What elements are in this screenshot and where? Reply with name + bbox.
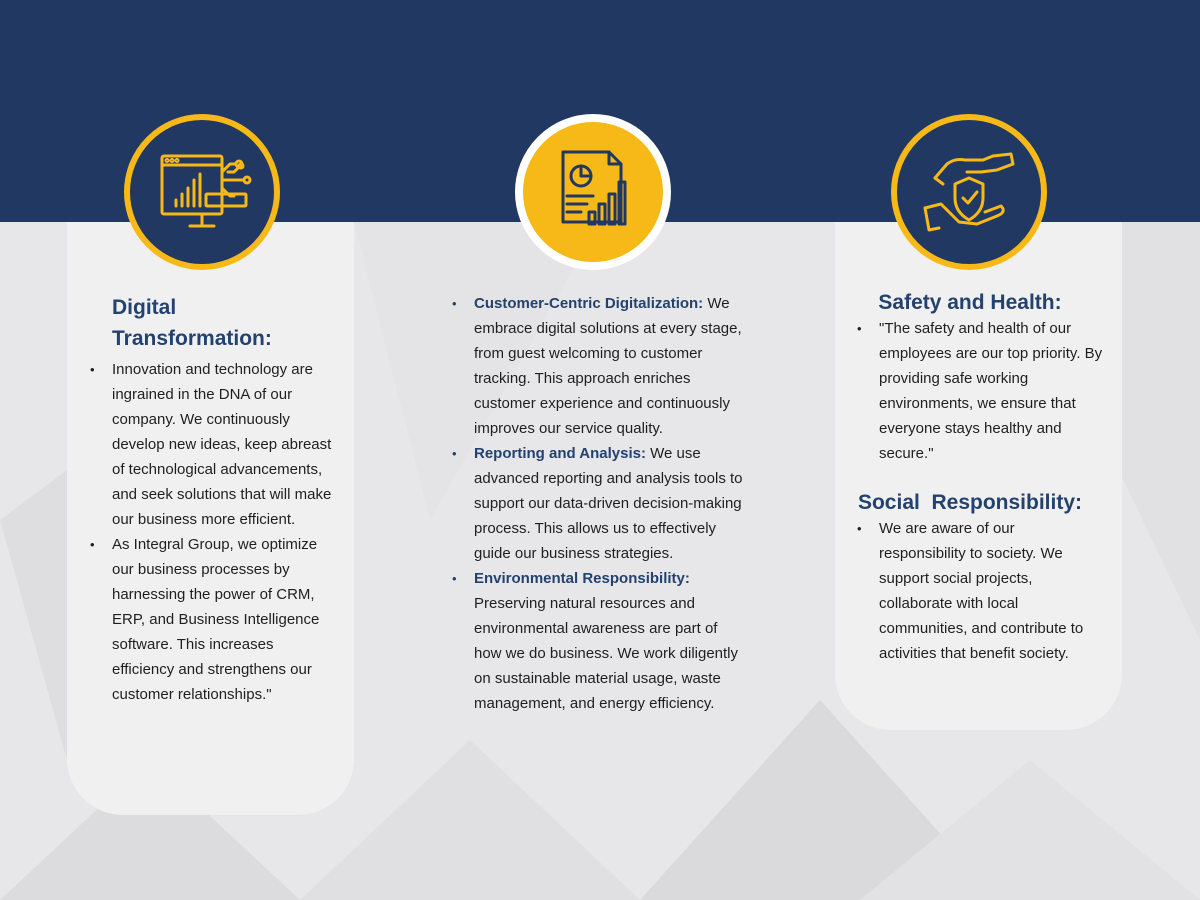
safety-health-title: Safety and Health:	[878, 291, 1062, 314]
list-item: • Innovation and technology are ingrained in the DNA of our company. We continuously develop new ideas, keep abreast of technological advancements, and seek solutions that will make our business more efficient.	[112, 357, 334, 532]
list-item	[474, 291, 746, 441]
safety-health-list	[879, 316, 1104, 466]
item-text: We embrace digital solutions at every stage, from guest welcoming to customer tracking. This approach enriches customer experience and continuously improves our service quality.	[474, 295, 742, 437]
list-item: • "The safety and health of our employees are our top priority. By providing safe working environments, we ensure that everyone stays healthy and secure."	[879, 316, 1104, 466]
item-lead: Reporting and Analysis:	[474, 445, 646, 462]
item-text: Preserving natural resources and environmental awareness are part of how we do business. We work diligently on sustainable material usage, waste management, and energy efficiency.	[474, 595, 739, 712]
item-text: We use advanced reporting and analysis tools to support our data-driven decision-making process. This allows us to effectively guide our business strategies.	[474, 445, 743, 562]
digitalization-list	[474, 291, 746, 716]
list-item	[474, 566, 746, 716]
digital-transformation-title: Digital Transformation:	[112, 296, 272, 350]
social-responsibility-list	[879, 516, 1104, 666]
item-lead: Customer-Centric Digitalization:	[474, 295, 704, 312]
analytics-monitor-icon	[124, 114, 280, 270]
hands-shield-icon	[891, 114, 1047, 270]
digital-transformation-list	[112, 357, 334, 707]
social-responsibility-title: Social Responsibility:	[857, 491, 1083, 514]
list-item	[474, 441, 746, 566]
item-lead: Environmental Responsibility:	[474, 570, 690, 587]
list-item: • As Integral Group, we optimize our business processes by harnessing the power of CRM, ERP, and Business Intelligence software. This increases efficiency and strengthens our customer relationships."	[112, 532, 334, 707]
report-chart-icon	[515, 114, 671, 270]
list-item: • We are aware of our responsibility to society. We support social projects, collaborate with local communities, and contribute to activities that benefit society.	[879, 516, 1104, 666]
